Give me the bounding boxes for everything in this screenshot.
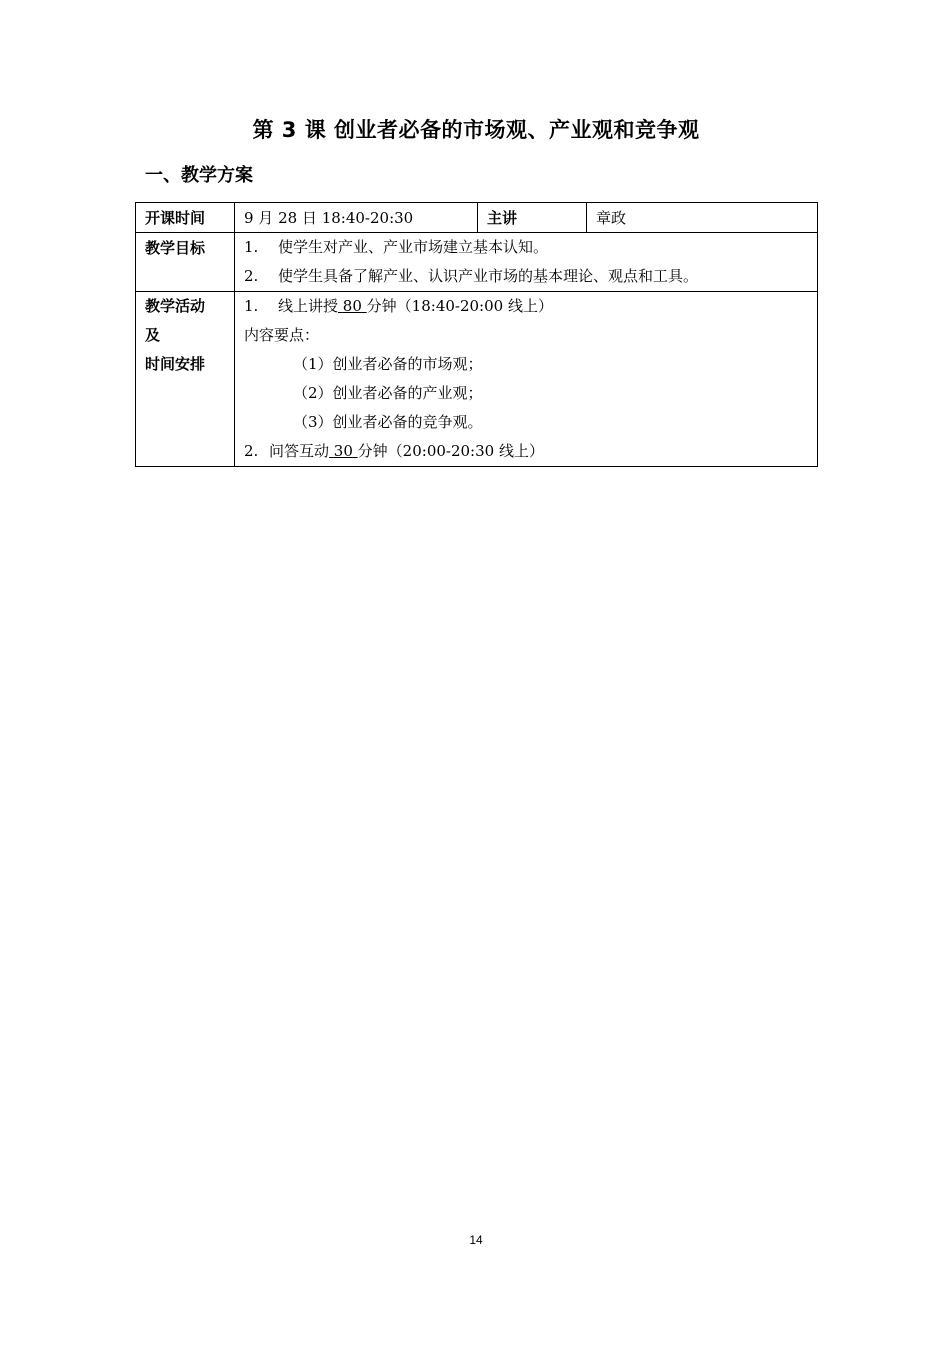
lecturer-value: 章政 [596,209,627,227]
activity-qa-line [244,437,809,466]
objective-item [244,262,809,291]
page-title: 第 3 课 创业者必备的市场观、产业观和竞争观 [252,118,700,142]
activity-lecture-line [244,292,809,321]
objective-text: 使学生对产业、产业市场建立基本认知。 [278,238,549,256]
teaching-plan-table [135,202,818,467]
section-heading: 一、教学方案 [145,165,253,186]
objective-number: 2. [244,267,259,285]
table-row-objectives [136,233,818,292]
objectives-value-cell [235,233,818,292]
objective-item [244,233,809,262]
schedule-value: 9 月 28 日 18:40-20:30 [244,209,414,227]
activity-name: 问答互动 [269,442,330,460]
activity-detail: 分钟（18:40-20:00 线上） [366,297,553,315]
schedule-value-cell [235,203,478,233]
lecturer-label-cell [478,203,587,233]
activity-detail: 分钟（20:00-20:30 线上） [357,442,544,460]
objective-number: 1. [244,238,259,256]
objective-text: 使学生具备了解产业、认识产业市场的基本理论、观点和工具。 [278,267,699,285]
lecturer-value-cell [587,203,818,233]
activities-label-cell [136,292,235,467]
schedule-label: 开课时间 [145,209,206,227]
content-point: （3）创业者必备的竞争观。 [293,413,483,431]
activity-number: 2. [244,442,259,460]
activities-value-cell [235,292,818,467]
activities-label-line: 教学活动 [145,297,206,315]
activities-label-line: 时间安排 [145,355,206,373]
objectives-label: 教学目标 [145,239,206,257]
activity-minutes-value: 30 [333,442,353,460]
content-label: 内容要点： [244,326,320,344]
activities-label-line: 及 [145,326,161,344]
table-row-schedule [136,203,818,233]
lecturer-label: 主讲 [487,209,518,227]
activity-number: 1. [244,297,259,315]
page-number: 14 [469,1233,483,1247]
activity-minutes-value: 80 [342,297,362,315]
activity-minutes [329,442,358,460]
activity-minutes [338,297,367,315]
activity-name: 线上讲授 [278,297,339,315]
table-row-activities [136,292,818,467]
content-point: （2）创业者必备的产业观； [293,384,483,402]
objectives-label-cell [136,233,235,292]
schedule-label-cell [136,203,235,233]
content-point: （1）创业者必备的市场观； [293,355,483,373]
